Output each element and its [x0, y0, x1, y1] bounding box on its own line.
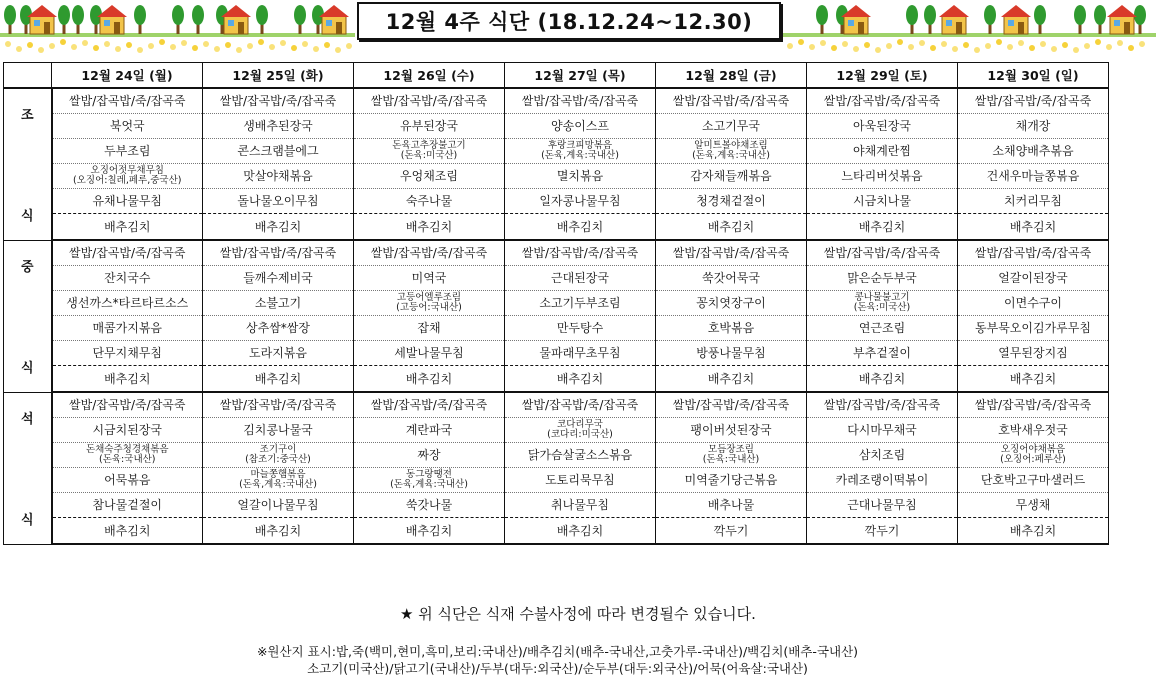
menu-item: 코다리무국 (코다리:미국산)	[505, 418, 656, 443]
menu-item: 참나물겉절이	[52, 493, 203, 518]
flower-icon	[886, 43, 892, 49]
menu-item: 생선까스*타르타르소스	[52, 291, 203, 316]
menu-item: 시금치나물	[807, 189, 958, 214]
menu-item: 깍두기	[807, 518, 958, 545]
dinner-row	[4, 518, 1109, 545]
flower-icon	[996, 39, 1002, 45]
flower-icon	[291, 45, 297, 51]
tree-icon	[294, 5, 306, 25]
menu-item: 삼치조림	[807, 443, 958, 468]
house-door	[336, 22, 342, 34]
house-window	[228, 20, 234, 26]
menu-item: 양송이스프	[505, 114, 656, 139]
menu-item: 쌀밥/잡곡밥/죽/잡곡죽	[203, 392, 354, 418]
flower-icon	[104, 41, 110, 47]
menu-item: 콩나물불고기 (돈육:미국산)	[807, 291, 958, 316]
flower-icon	[137, 47, 143, 53]
breakfast-row	[4, 114, 1109, 139]
house-door	[956, 22, 962, 34]
menu-item: 배추김치	[505, 214, 656, 241]
dinner-row	[4, 418, 1109, 443]
flower-icon	[49, 43, 55, 49]
header-corner	[4, 63, 52, 89]
flower-icon	[280, 40, 286, 46]
menu-item: 배추김치	[505, 366, 656, 393]
tree-icon	[1094, 5, 1106, 25]
flower-icon	[214, 46, 220, 52]
flower-icon	[181, 40, 187, 46]
menu-item: 배추김치	[958, 518, 1109, 545]
menu-item: 단호박고구마샐러드	[958, 468, 1109, 493]
menu-item: 팽이버섯된장국	[656, 418, 807, 443]
menu-item: 들깨수제비국	[203, 266, 354, 291]
flower-icon	[71, 44, 77, 50]
flower-icon	[864, 42, 870, 48]
menu-item: 근대된장국	[505, 266, 656, 291]
menu-item: 동부묵오이김가루무침	[958, 316, 1109, 341]
menu-item: 쌀밥/잡곡밥/죽/잡곡죽	[52, 240, 203, 266]
flower-icon	[192, 45, 198, 51]
menu-item: 쌀밥/잡곡밥/죽/잡곡죽	[656, 240, 807, 266]
house-window	[946, 20, 952, 26]
flower-icon	[809, 44, 815, 50]
menu-item: 유채나물무침	[52, 189, 203, 214]
flower-icon	[302, 41, 308, 47]
house-window	[34, 20, 40, 26]
house-wall	[942, 16, 966, 34]
menu-item: 꽁치엿장구이	[656, 291, 807, 316]
flower-icon	[27, 42, 33, 48]
flower-icon	[247, 43, 253, 49]
menu-item: 쌀밥/잡곡밥/죽/잡곡죽	[958, 88, 1109, 114]
day-header-row	[4, 63, 1109, 89]
menu-item: 세발나물무침	[354, 341, 505, 366]
menu-item: 일자콩나물무침	[505, 189, 656, 214]
menu-item: 북엇국	[52, 114, 203, 139]
menu-item: 매콤가지볶음	[52, 316, 203, 341]
lunch-row	[4, 366, 1109, 393]
breakfast-row	[4, 164, 1109, 189]
menu-item: 오징어젓무채무침 (오징어:칠레,페루,중국산)	[52, 164, 203, 189]
house-roof-icon	[939, 5, 969, 17]
menu-item: 돌나물오이무침	[203, 189, 354, 214]
menu-item: 쌀밥/잡곡밥/죽/잡곡죽	[807, 240, 958, 266]
menu-item: 쌀밥/잡곡밥/죽/잡곡죽	[656, 392, 807, 418]
menu-item: 배추김치	[505, 518, 656, 545]
dinner-row	[4, 468, 1109, 493]
origin-line: 소고기(미국산)/닭고기(국내산)/두부(대두:외국산)/순두부(대두:외국산)/어묵(어육살:국내산)	[307, 661, 808, 676]
day-header: 12월 30일 (일)	[958, 63, 1109, 89]
house-roof-icon	[97, 5, 127, 17]
house-wall	[224, 16, 248, 34]
menu-item: 배추김치	[958, 214, 1109, 241]
menu-item: 무생채	[958, 493, 1109, 518]
menu-item: 카레조랭이떡볶이	[807, 468, 958, 493]
menu-item: 쑥갓나물	[354, 493, 505, 518]
menu-item: 김치콩나물국	[203, 418, 354, 443]
menu-item: 쌀밥/잡곡밥/죽/잡곡죽	[958, 392, 1109, 418]
menu-item: 쌀밥/잡곡밥/죽/잡곡죽	[807, 88, 958, 114]
menu-item: 쌀밥/잡곡밥/죽/잡곡죽	[807, 392, 958, 418]
meal-label-bottom: 식	[20, 513, 34, 528]
menu-item: 소채양배추볶음	[958, 139, 1109, 164]
flower-icon	[787, 43, 793, 49]
meal-label-bottom: 식	[20, 209, 34, 225]
menu-item: 느타리버섯볶음	[807, 164, 958, 189]
menu-item: 호박새우젓국	[958, 418, 1109, 443]
house-roof-icon	[1107, 5, 1137, 17]
day-header: 12월 28일 (금)	[656, 63, 807, 89]
origin-info	[0, 643, 1115, 677]
menu-item: 감자채들깨볶음	[656, 164, 807, 189]
menu-item: 부추겉절이	[807, 341, 958, 366]
tree-icon	[134, 5, 146, 25]
day-header: 12월 29일 (토)	[807, 63, 958, 89]
house-wall	[1110, 16, 1134, 34]
menu-item: 얼갈이나물무침	[203, 493, 354, 518]
flower-icon	[1051, 46, 1057, 52]
flower-icon	[1128, 45, 1134, 51]
menu-item: 쌀밥/잡곡밥/죽/잡곡죽	[958, 240, 1109, 266]
menu-item: 배추김치	[203, 214, 354, 241]
menu-item: 돈육고추장불고기 (돈육:미국산)	[354, 139, 505, 164]
dinner-row	[4, 443, 1109, 468]
house-wall	[844, 16, 868, 34]
menu-item: 맑은순두부국	[807, 266, 958, 291]
menu-item: 어묵볶음	[52, 468, 203, 493]
menu-item: 방풍나물무침	[656, 341, 807, 366]
flower-icon	[236, 47, 242, 53]
meal-label-top: 중	[20, 260, 34, 275]
flower-icon	[853, 46, 859, 52]
flower-icon	[1139, 41, 1145, 47]
menu-item: 쑥갓어묵국	[656, 266, 807, 291]
menu-item: 잔치국수	[52, 266, 203, 291]
meal-label-top: 석	[20, 412, 34, 427]
menu-item: 쌀밥/잡곡밥/죽/잡곡죽	[505, 392, 656, 418]
flower-icon	[1117, 40, 1123, 46]
menu-item: 얼갈이된장국	[958, 266, 1109, 291]
menu-item: 두부조림	[52, 139, 203, 164]
menu-item: 단무지채무침	[52, 341, 203, 366]
menu-item: 조기구이 (참조기:중국산)	[203, 443, 354, 468]
flower-icon	[908, 44, 914, 50]
menu-item: 근대나물무침	[807, 493, 958, 518]
house-wall	[100, 16, 124, 34]
flower-icon	[93, 45, 99, 51]
menu-item: 배추김치	[52, 214, 203, 241]
flower-icon	[5, 41, 11, 47]
meal-label-bottom: 식	[20, 361, 34, 376]
flower-icon	[258, 39, 264, 45]
menu-item: 상추쌈*쌈장	[203, 316, 354, 341]
breakfast-row	[4, 214, 1109, 241]
menu-item: 열무된장지짐	[958, 341, 1109, 366]
menu-item: 다시마무채국	[807, 418, 958, 443]
house-window	[1114, 20, 1120, 26]
flower-icon	[1084, 43, 1090, 49]
flower-icon	[324, 42, 330, 48]
menu-item: 배추김치	[958, 366, 1109, 393]
dinner-label	[4, 392, 52, 544]
menu-item: 미역줄기당근볶음	[656, 468, 807, 493]
flower-icon	[16, 46, 22, 52]
house-door	[1124, 22, 1130, 34]
menu-item: 배추김치	[203, 366, 354, 393]
flower-icon	[1062, 42, 1068, 48]
flower-icon	[313, 46, 319, 52]
house-roof-icon	[1001, 5, 1031, 17]
tree-icon	[1074, 5, 1086, 25]
flower-icon	[148, 43, 154, 49]
menu-item: 후랑크피망볶음 (돈육,계육:국내산)	[505, 139, 656, 164]
day-header: 12월 26일 (수)	[354, 63, 505, 89]
house-wall	[30, 16, 54, 34]
day-header: 12월 24일 (월)	[52, 63, 203, 89]
flower-icon	[126, 42, 132, 48]
tree-icon	[924, 5, 936, 25]
menu-item: 채개장	[958, 114, 1109, 139]
flower-icon	[1007, 44, 1013, 50]
menu-item: 쌀밥/잡곡밥/죽/잡곡죽	[52, 392, 203, 418]
house-door	[114, 22, 120, 34]
flower-icon	[159, 39, 165, 45]
house-window	[104, 20, 110, 26]
flower-icon	[831, 45, 837, 51]
menu-item: 배추김치	[203, 518, 354, 545]
flower-icon	[1018, 40, 1024, 46]
menu-item: 돈채숙주청경채볶음 (돈육:국내산)	[52, 443, 203, 468]
house-roof-icon	[27, 5, 57, 17]
flower-icon	[820, 40, 826, 46]
menu-item: 유부된장국	[354, 114, 505, 139]
breakfast-row	[4, 88, 1109, 114]
menu-item: 모듬장조림 (돈육:국내산)	[656, 443, 807, 468]
lunch-row	[4, 266, 1109, 291]
menu-item: 배추김치	[52, 366, 203, 393]
tree-icon	[906, 5, 918, 25]
menu-item: 배추김치	[807, 366, 958, 393]
menu-item: 배추김치	[354, 518, 505, 545]
menu-item: 쌀밥/잡곡밥/죽/잡곡죽	[203, 240, 354, 266]
flower-icon	[346, 43, 352, 49]
menu-item: 야채계란찜	[807, 139, 958, 164]
menu-item: 배추김치	[656, 366, 807, 393]
menu-item: 알미트볼야채조림 (돈육,계육:국내산)	[656, 139, 807, 164]
flower-icon	[930, 45, 936, 51]
flower-icon	[225, 42, 231, 48]
menu-item: 맛살야채볶음	[203, 164, 354, 189]
menu-item: 짜장	[354, 443, 505, 468]
tree-icon	[984, 5, 996, 25]
flower-icon	[1106, 44, 1112, 50]
house-door	[858, 22, 864, 34]
breakfast-row	[4, 189, 1109, 214]
flower-icon	[974, 47, 980, 53]
menu-item: 배추김치	[354, 366, 505, 393]
flower-icon	[1040, 41, 1046, 47]
menu-item: 이면수구이	[958, 291, 1109, 316]
flower-icon	[897, 39, 903, 45]
house-roof-icon	[319, 5, 349, 17]
house-wall	[322, 16, 346, 34]
page-title: 12월 4주 식단 (18.12.24~12.30)	[357, 2, 781, 40]
menu-item: 우엉채조림	[354, 164, 505, 189]
menu-item: 건새우마늘쫑볶음	[958, 164, 1109, 189]
lunch-row	[4, 291, 1109, 316]
menu-item: 취나물무침	[505, 493, 656, 518]
flower-icon	[1073, 47, 1079, 53]
menu-item: 잡채	[354, 316, 505, 341]
menu-item: 닭가슴살굴소스볶음	[505, 443, 656, 468]
menu-item: 동그랑땡전 (돈육,계육:국내산)	[354, 468, 505, 493]
lunch-row	[4, 341, 1109, 366]
house-door	[44, 22, 50, 34]
flower-icon	[952, 46, 958, 52]
tree-icon	[192, 5, 204, 25]
menu-item: 배추김치	[807, 214, 958, 241]
menu-item: 치커리무침	[958, 189, 1109, 214]
menu-item: 배추김치	[354, 214, 505, 241]
house-door	[238, 22, 244, 34]
house-window	[1008, 20, 1014, 26]
menu-item: 계란파국	[354, 418, 505, 443]
menu-item: 쌀밥/잡곡밥/죽/잡곡죽	[354, 392, 505, 418]
menu-item: 배추김치	[52, 518, 203, 545]
origin-line: ※원산지 표시:밥,죽(백미,현미,흑미,보리:국내산)/배추김치(배추-국내산,고춧가루-국내산)/백김치(배추-국내산)	[256, 644, 859, 659]
tree-icon	[172, 5, 184, 25]
menu-item: 시금치된장국	[52, 418, 203, 443]
tree-icon	[1134, 5, 1146, 25]
house-door	[1018, 22, 1024, 34]
flower-icon	[38, 47, 44, 53]
menu-item: 쌀밥/잡곡밥/죽/잡곡죽	[354, 88, 505, 114]
lunch-row	[4, 240, 1109, 266]
menu-item: 도토리묵무침	[505, 468, 656, 493]
flower-icon	[941, 41, 947, 47]
tree-icon	[1034, 5, 1046, 25]
house-window	[848, 20, 854, 26]
flower-icon	[963, 42, 969, 48]
lunch-row	[4, 316, 1109, 341]
day-header: 12월 25일 (화)	[203, 63, 354, 89]
menu-item: 소고기무국	[656, 114, 807, 139]
weekly-menu-table	[3, 62, 1109, 545]
house-window	[326, 20, 332, 26]
menu-item: 마늘쫑햄볶음 (돈육,계육:국내산)	[203, 468, 354, 493]
menu-item: 고등어엘루조림 (고등어:국내산)	[354, 291, 505, 316]
menu-item: 오징어야채볶음 (오징어:페루산)	[958, 443, 1109, 468]
menu-item: 쌀밥/잡곡밥/죽/잡곡죽	[505, 240, 656, 266]
tree-icon	[58, 5, 70, 25]
flower-icon	[1095, 39, 1101, 45]
flower-icon	[60, 39, 66, 45]
flower-icon	[203, 41, 209, 47]
menu-item: 청경채겉절이	[656, 189, 807, 214]
menu-item: 연근조림	[807, 316, 958, 341]
menu-item: 생배추된장국	[203, 114, 354, 139]
flower-icon	[82, 40, 88, 46]
menu-item: 쌀밥/잡곡밥/죽/잡곡죽	[505, 88, 656, 114]
menu-item: 쌀밥/잡곡밥/죽/잡곡죽	[203, 88, 354, 114]
menu-item: 미역국	[354, 266, 505, 291]
flower-icon	[842, 41, 848, 47]
flower-icon	[985, 43, 991, 49]
menu-item: 도라지볶음	[203, 341, 354, 366]
tree-icon	[72, 5, 84, 25]
menu-item: 만두탕수	[505, 316, 656, 341]
flower-icon	[798, 39, 804, 45]
flower-icon	[115, 46, 121, 52]
flower-icon	[170, 44, 176, 50]
menu-item: 물파래무초무침	[505, 341, 656, 366]
flower-icon	[335, 47, 341, 53]
menu-item: 깍두기	[656, 518, 807, 545]
house-wall	[1004, 16, 1028, 34]
tree-icon	[256, 5, 268, 25]
meal-label-top: 조	[20, 108, 34, 124]
flower-icon	[1029, 45, 1035, 51]
tree-icon	[816, 5, 828, 25]
menu-item: 쌀밥/잡곡밥/죽/잡곡죽	[656, 88, 807, 114]
day-header: 12월 27일 (목)	[505, 63, 656, 89]
menu-item: 배추나물	[656, 493, 807, 518]
menu-item: 쌀밥/잡곡밥/죽/잡곡죽	[354, 240, 505, 266]
menu-item: 배추김치	[656, 214, 807, 241]
menu-item: 숙주나물	[354, 189, 505, 214]
flower-icon	[269, 44, 275, 50]
menu-item: 소고기두부조림	[505, 291, 656, 316]
dinner-row	[4, 392, 1109, 418]
menu-item: 아욱된장국	[807, 114, 958, 139]
breakfast-row	[4, 139, 1109, 164]
lunch-label	[4, 240, 52, 392]
change-notice: ★ 위 식단은 식재 수불사정에 따라 변경될수 있습니다.	[400, 605, 756, 623]
menu-item: 콘스크램블에그	[203, 139, 354, 164]
breakfast-label	[4, 88, 52, 240]
menu-item: 멸치볶음	[505, 164, 656, 189]
menu-item: 소불고기	[203, 291, 354, 316]
menu-item: 쌀밥/잡곡밥/죽/잡곡죽	[52, 88, 203, 114]
dinner-row	[4, 493, 1109, 518]
flower-icon	[875, 47, 881, 53]
tree-icon	[4, 5, 16, 25]
menu-item: 호박볶음	[656, 316, 807, 341]
flower-icon	[919, 40, 925, 46]
